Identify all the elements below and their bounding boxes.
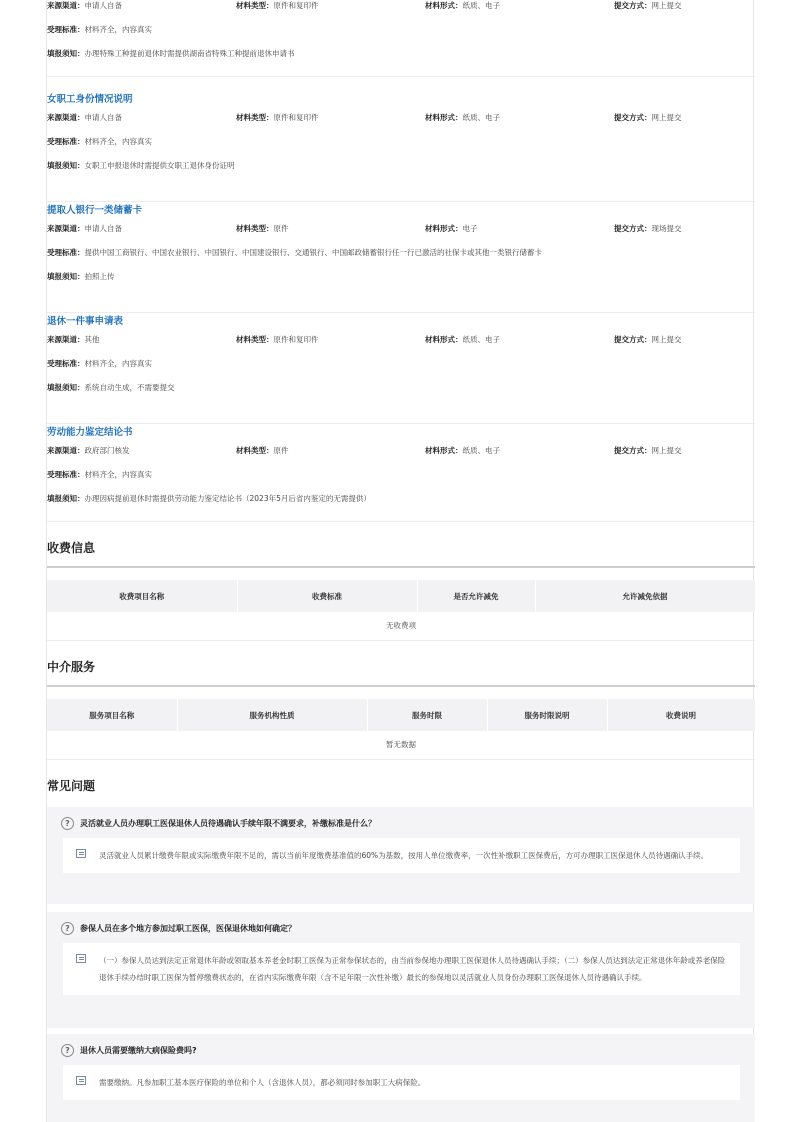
faq-item[interactable] (47, 912, 755, 1028)
faq-question: 参保人员在多个地方参加过职工医保，医保退休地如何确定？ (80, 924, 296, 933)
question-icon: ? (61, 817, 74, 830)
material-title[interactable]: 劳动能力鉴定结论书 (47, 427, 133, 438)
question-icon: ? (61, 922, 74, 935)
answer-icon (76, 954, 86, 963)
agency-table-header (47, 699, 755, 731)
agency-col-limit: 服务时限 (367, 699, 487, 731)
material-form: 纸质、电子 (462, 446, 500, 455)
answer-icon (76, 849, 86, 858)
material-submit: 网上提交 (651, 113, 682, 122)
agency-section-divider (47, 685, 755, 687)
material-item: 提取人银行一类储蓄卡 来源渠道：申请人自备 材料类型：原件 材料形式：电子 提交方式：现场提交 受理标准：提供中国工商银行、中国农业银行、中国银行、中国建设银行、交通银行、中国邮政储蓄银行任一行已激活的社保卡或其他一类银行储蓄卡 填报须知：拍照上传 (47, 202, 755, 313)
material-submit: 网上提交 (651, 335, 682, 344)
agency-col-nature: 服务机构性质 (177, 699, 367, 731)
agency-col-item: 服务项目名称 (47, 699, 177, 731)
material-type: 原件和复印件 (273, 1, 319, 10)
agency-col-limit-desc: 服务时限说明 (487, 699, 607, 731)
faq-answer-text: （一）参保人员达到法定正常退休年龄或领取基本养老金时职工医保为正常参保状态的，由当前参保地办理职工医保退休人员待遇确认手续；（二）参保人员达到法定正常退休年龄或养老保险退休手续办结时职工医保为暂停缴费状态的，在省内实际缴费年限（含不足年限一次性补缴）最长的参保地以灵活就业人员身份办理职工医保退休人员待遇确认手续。 (99, 956, 726, 982)
faq-question: 灵活就业人员办理职工医保退休人员待遇确认手续年限不满要求，补缴标准是什么？ (80, 819, 376, 828)
material-standard: 提供中国工商银行、中国农业银行、中国银行、中国建设银行、交通银行、中国邮政储蓄银行任一行已激活的社保卡或其他一类银行储蓄卡 (84, 248, 542, 257)
material-source: 政府部门核发 (84, 446, 130, 455)
fee-col-standard: 收费标准 (237, 580, 417, 612)
material-item: 女职工身份情况说明 来源渠道：申请人自备 材料类型：原件和复印件 材料形式：纸质、电子 提交方式：网上提交 受理标准：材料齐全，内容真实 填报须知：女职工申报退休时需提供女职工退休身份证明 (47, 91, 755, 202)
material-source: 申请人自备 (84, 1, 122, 10)
material-source: 申请人自备 (84, 224, 122, 233)
agency-empty-text: 暂无数据 (47, 731, 755, 759)
material-item: 劳动能力鉴定结论书 来源渠道：政府部门核发 材料类型：原件 材料形式：纸质、电子 提交方式：网上提交 受理标准：材料齐全，内容真实 填报须知：办理因病提前退休时需提供劳动能力鉴定结论书（2023年5月后省内鉴定的无需提供） (47, 424, 755, 522)
faq-section-title: 常见问题 (47, 779, 96, 793)
material-source: 申请人自备 (84, 113, 122, 122)
answer-icon (76, 1076, 86, 1085)
material-standard: 材料齐全，内容真实 (84, 25, 152, 34)
fee-col-basis: 允许减免依据 (535, 580, 755, 612)
faq-answer (63, 1065, 740, 1100)
material-submit: 网上提交 (651, 1, 682, 10)
faq-answer-text: 需要缴纳。凡参加职工基本医疗保险的单位和个人（含退休人员），都必须同时参加职工大病保险。 (99, 1078, 426, 1087)
fee-empty-text: 无收费项 (47, 612, 755, 640)
faq-answer-text: 灵活就业人员累计缴费年限或实际缴费年限不足的，需以当前年度缴费基准值的60%为基数，按用人单位缴费率，一次性补缴职工医保费后，方可办理职工医保退休人员待遇确认手续。 (99, 851, 709, 860)
faq-question: 退休人员需要缴纳大病保险费吗? (80, 1046, 197, 1055)
material-title[interactable]: 退休一件事申请表 (47, 316, 124, 327)
fee-col-reducible: 是否允许减免 (417, 580, 535, 612)
faq-item[interactable] (47, 1034, 755, 1122)
material-notice: 系统自动生成，不需要提交 (84, 383, 175, 392)
material-type: 原件 (273, 446, 289, 455)
material-title[interactable]: 提取人银行一类储蓄卡 (47, 205, 143, 216)
material-form: 电子 (462, 224, 478, 233)
agency-table (47, 699, 756, 760)
material-submit: 现场提交 (651, 224, 682, 233)
fee-col-name: 收费项目名称 (47, 580, 237, 612)
faq-answer (63, 943, 740, 995)
material-notice: 办理因病提前退休时需提供劳动能力鉴定结论书（2023年5月后省内鉴定的无需提供） (84, 494, 371, 503)
fee-section-title: 收费信息 (47, 541, 96, 555)
fee-section-divider (47, 566, 755, 568)
material-standard: 材料齐全，内容真实 (84, 359, 152, 368)
material-form: 纸质、电子 (462, 1, 500, 10)
material-notice: 拍照上传 (84, 272, 115, 281)
fee-table (47, 580, 756, 641)
material-item: 退休一件事申请表 来源渠道：其他 材料类型：原件和复印件 材料形式：纸质、电子 提交方式：网上提交 受理标准：材料齐全，内容真实 填报须知：系统自动生成，不需要提交 (47, 313, 755, 424)
material-notice: 办理特殊工种提前退休时需提供湖南省特殊工种提前退休申请书 (84, 49, 295, 58)
faq-item[interactable] (47, 807, 755, 904)
material-submit: 网上提交 (651, 446, 682, 455)
material-type: 原件和复印件 (273, 113, 319, 122)
faq-answer (63, 838, 740, 873)
table-row (47, 731, 755, 759)
material-form: 纸质、电子 (462, 335, 500, 344)
page-frame (46, 0, 754, 1122)
agency-col-fee-desc: 收费说明 (607, 699, 755, 731)
material-type: 原件 (273, 224, 289, 233)
material-standard: 材料齐全，内容真实 (84, 470, 152, 479)
question-icon: ? (61, 1044, 74, 1057)
fee-table-header (47, 580, 755, 612)
table-row (47, 612, 755, 640)
material-source: 其他 (84, 335, 100, 344)
material-form: 纸质、电子 (462, 113, 500, 122)
material-title[interactable]: 女职工身份情况说明 (47, 94, 133, 105)
material-type: 原件和复印件 (273, 335, 319, 344)
agency-section-title: 中介服务 (47, 660, 96, 674)
material-notice: 女职工申报退休时需提供女职工退休身份证明 (84, 161, 235, 170)
material-item: 来源渠道：申请人自备 材料类型：原件和复印件 材料形式：纸质、电子 提交方式：网上提交 受理标准：材料齐全，内容真实 填报须知：办理特殊工种提前退休时需提供湖南省特殊工种提前退休申请书 (47, 0, 755, 77)
material-standard: 材料齐全，内容真实 (84, 137, 152, 146)
